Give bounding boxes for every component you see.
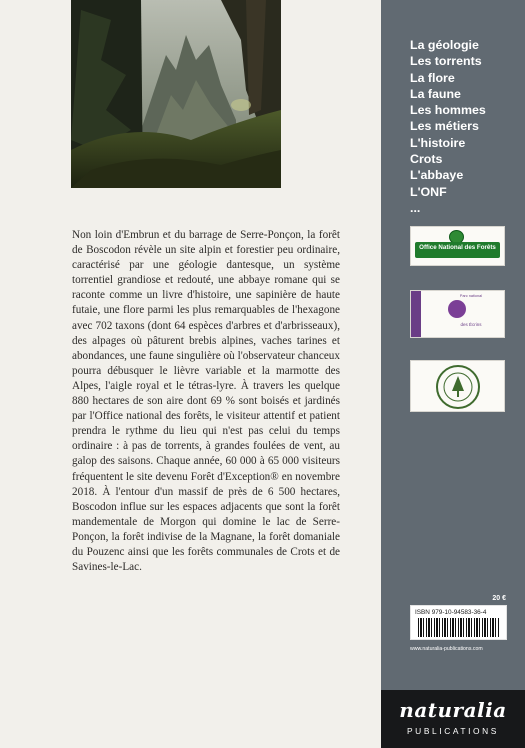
circular-seal-icon <box>433 363 483 411</box>
publisher-subtitle: PUBLICATIONS <box>406 726 499 736</box>
parc-logo-strip <box>411 291 421 337</box>
onf-logo-text: Office National des Forêts <box>419 244 496 251</box>
topic-item-flore: La flore <box>410 70 455 85</box>
topics-list <box>410 37 486 216</box>
topic-item-hommes: Les hommes <box>410 103 486 118</box>
forest-photo <box>71 0 281 188</box>
topic-item-abbaye: L'abbaye <box>410 168 464 183</box>
price-label: 20 € <box>492 595 506 602</box>
topic-item-geologie: La géologie <box>410 38 479 52</box>
isbn-number: ISBN 979-10-94583-36-4 <box>415 609 487 616</box>
topic-item-onf: L'ONF <box>410 184 447 199</box>
publisher-logo <box>381 690 525 748</box>
topic-item-torrents: Les torrents <box>410 54 482 69</box>
back-cover-description: Non loin d'Embrun et du barrage de Serre-Ponçon, la forêt de Boscodon révèle un site alpin et forestier peu ordinaire, caractérisé par une géologie dantesque, un système torrentiel grandiose et redouté, une abbaye romane qui se raconte comme un livre d'histoire, une sapinière de haute futaie, une flore parmi les plus remarquables de l'hexagone avec 702 taxons (dont 64 espèces d'arbres et d'arbrisseaux), des alpages où pâturent brebis alpines, vaches tarines et abondances, une faune singulière où l'observateur chanceux pourra débusquer le lièvre variable et la marmotte des Alpes, l'aigle royal et le tétras-lyre. À travers les quelque 880 hectares de son aire dont 69 % sont boisés et jardinés par l'Office national des forêts, le visiteur attentif et patient prendra le rythme du lieu qui n'est pas celui du temps ordinaire : à pas de torrents, à grandes foulées de vent, au galop des saisons. Chaque année, 60 000 à 65 000 visiteurs fréquentent le site devenu Forêt d'Exception® en novembre 2018. À l'entour d'un massif de près de 6 500 hectares, Boscodon influe sur les espaces adjacents que sont la forêt mandementale de Morgon qui domine le lac de Serre-Ponçon, la forêt indivise de la Magnane, la forêt domaniale du Pouzenc ainsi que les forêts communales de Crots et de Savines-le-Lac. <box>72 229 340 574</box>
mountain-forest-image <box>71 0 281 188</box>
spiral-emblem-icon <box>448 300 466 318</box>
topic-item-crots: Crots <box>410 152 443 167</box>
topic-item-faune: La faune <box>410 86 461 101</box>
boscodon-seal-logo <box>410 360 505 412</box>
parc-logo-subtitle: des Écrins <box>460 322 482 327</box>
publisher-name: naturalia <box>399 698 507 722</box>
barcode-icon <box>418 618 500 637</box>
publisher-website: www.naturalia-publications.com <box>410 646 483 652</box>
parc-logo-title: Parc national <box>459 294 483 298</box>
topic-item-more: ... <box>410 200 421 215</box>
isbn-barcode <box>410 605 507 640</box>
topic-item-histoire: L'histoire <box>410 135 466 150</box>
onf-logo <box>410 226 505 266</box>
topic-item-metiers: Les métiers <box>410 119 479 134</box>
parc-national-logo <box>410 290 505 338</box>
